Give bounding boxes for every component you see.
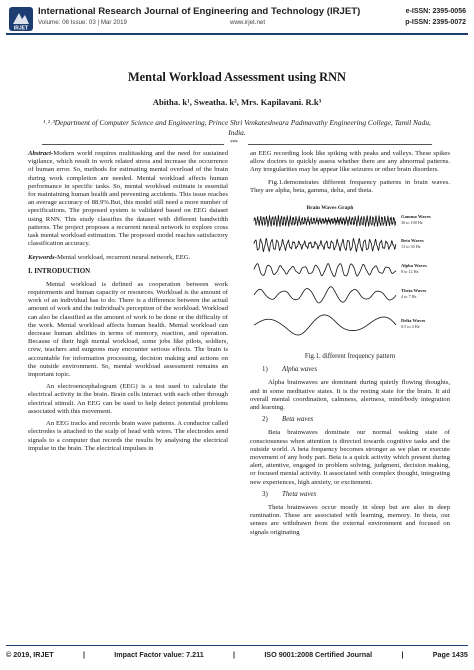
e-issn: e-ISSN: 2395-0056 [405, 8, 466, 15]
beta-paragraph: Beta brainwaves dominate our normal waking state of consciousness when attention is directed towards cognitive tasks and the outside world. A beta frequency becomes stronger as we plan or execute movement of any body part. Beta is a quick activity which present during alert, attentive, engaged in problem solving, judgment, decision making, or focused mental activity. It associated with complex thought, integrating new experiences, high anxiety, or excitement. [250, 429, 450, 486]
brain-waves-graph [250, 199, 450, 349]
subsection-number: 2) [262, 416, 268, 424]
subsection-label: Beta waves [282, 416, 314, 424]
wave-label-desc: 8 to 12 Hz [401, 269, 419, 275]
subsection-number: 1) [262, 366, 268, 374]
wave-label-desc: 30 to 100 Hz [401, 220, 423, 226]
paper-affiliation: ¹˒²˒³Department of Computer Science and Engineering, Prince Shri Venkateshwara Padmavathy Engineering College, Tamil Nadu, India. [43, 118, 431, 137]
journal-title: International Research Journal of Engineering and Technology (IRJET) [38, 6, 361, 17]
keywords-label: Keywords- [28, 254, 57, 262]
subsection-label: Alpha waves [282, 366, 318, 374]
keywords-text: Mental workload, recurrent neural network, EEG. [56, 254, 191, 262]
footer-page-number: Page 1435 [432, 650, 468, 659]
footer-rule [6, 645, 468, 646]
alpha-paragraph: Alpha brainwaves are dominant during quietly flowing thoughts, and in some meditative states. It is the resting state for the brain. It aid overall mental coordination, calmness, alertness, mind/body integration and learning. [250, 379, 450, 412]
intro-paragraph-3: An EEG tracks and records brain wave patterns. A conductor called electrodes is attached to the scalp of head with wires. The electrodes send signals to a computer that records the results by analysing the electrical impulse in the brain. The electrical impulses in [28, 420, 228, 452]
wave-label-desc: 13 to 30 Hz [401, 244, 421, 250]
wave-trace [254, 287, 396, 303]
journal-url[interactable]: www.irjet.net [230, 19, 266, 26]
intro-paragraph-1: Mental workload is defined as cooperation between work requirements and human capacity or resources. Workload is the amount of work of an individual has to do. There is a difference between the actual amount of work and the individual's perception of the workload. Workload can also be classified as the amount of work to be done or the difficulty of the work. Mental workload affects human health. Mental workload can decrease human abilities in terms of memory, reaction, and operation. Because of their high mental workload, some jobs like pilots, soldiers, crew, teachers and surgeons may encounter serious effects. The brain is accountable for information processing, decision making and actions on the outside environment. So, mental workload assessment remains an important topic. [28, 280, 228, 379]
journal-header [0, 0, 474, 40]
separator-stars: *** [230, 140, 238, 146]
footer-divider: | [82, 650, 85, 659]
subsection-beta-heading [262, 416, 450, 424]
wave-label-desc: 0.5 to 4 Hz [401, 324, 420, 330]
left-column [28, 150, 228, 457]
keywords [28, 254, 228, 262]
wave-label-desc: 4 to 7 Hz [401, 294, 417, 300]
subsection-number: 3) [262, 490, 268, 498]
abstract-label: Abstract- [28, 150, 54, 157]
right-column [250, 150, 450, 541]
footer-impact-factor: Impact Factor value: 7.211 [114, 650, 204, 659]
wave-label-name: Theta Waves [401, 288, 427, 294]
section-separator [42, 142, 432, 148]
brain-waves-figure [250, 199, 450, 349]
abstract [28, 150, 228, 248]
irjet-logo [8, 6, 34, 32]
section-heading-introduction: I. INTRODUCTION [28, 266, 91, 275]
figure-intro-paragraph: Fig.1.demonstrates different frequency patterns in brain waves. They are alpha, beta, gamma, delta, and theta. [250, 178, 450, 194]
header-rule [6, 33, 468, 35]
wave-trace [254, 264, 396, 277]
logo-text: IRJET [13, 25, 29, 32]
abstract-text: Modern world requires multitasking and the need for sustained vigilance, which result in work related stress and increase the occurrence of human error. So, methods for estimating mental overload of the brain during work completion are needed. Mental workload affects human performance in specific tasks. So, mental workload estimate is essential for maintaining human health and preventing accidents. This issue reaches an average accuracy of 88.9%.But, this model still need a more number of specifications. The proposed system is validated based on EEG dataset using RNN. This study classifies the dataset with different bandwidth patterns. The project proposes a recurrent neural network to explore cross task mental workload estimation. The proposed model reaches satisfactory classification accuracy. [28, 150, 228, 248]
paper-authors: Abitha. k¹, Sweatha. k², Mrs. Kapilavani. R.k³ [152, 97, 322, 107]
footer-divider: | [401, 650, 404, 659]
journal-volume: Volume: 06 Issue: 03 | Mar 2019 [38, 19, 127, 26]
wave-trace [254, 215, 396, 227]
wave-trace [254, 239, 396, 252]
wave-label-name: Delta Waves [401, 318, 426, 324]
intro-paragraph-2: An electroencephalogram (EEG) is a test used to calculate the electrical activity in the brain. Brain cells interact with each other through electrical stimuli. An EEG can be used to help detect potential problems associated with this movement. [28, 383, 228, 415]
subsection-label: Theta waves [282, 490, 317, 498]
separator-rule-right [248, 144, 432, 145]
paper-title: Mental Workload Assessment using RNN [127, 70, 346, 84]
footer-copyright: © 2019, IRJET [6, 650, 54, 659]
footer-divider: | [233, 650, 236, 659]
figure-caption: Fig.1. different frequency pattern [304, 353, 396, 361]
wave-label-name: Alpha Waves [401, 263, 427, 269]
figure-title: Brain Waves Graph [306, 205, 354, 212]
subsection-alpha-heading [262, 366, 450, 374]
wave-label-name: Beta Waves [401, 238, 424, 244]
wave-trace [254, 315, 396, 335]
theta-paragraph: Theta brainwaves occur mostly in sleep but are also in deep rumination. These are associated with learning, memory. In theta, our senses are withdrawn from the external environment and focused on signals originating [250, 504, 450, 536]
journal-footer [6, 650, 468, 659]
subsection-theta-heading [262, 491, 450, 499]
wave-traces [254, 215, 396, 335]
wave-label-name: Gamma Waves [401, 214, 431, 220]
right-paragraph-0: an EEG recording look like spiking with peaks and valleys. These spikes allow doctors to quickly assess whether there are any abnormal patterns. Any irregularities may be appear like seizures or other brain disorders. [250, 150, 450, 174]
wave-labels [401, 214, 431, 329]
footer-iso: ISO 9001:2008 Certified Journal [264, 650, 373, 659]
separator-rule-left [42, 144, 224, 145]
p-issn: p-ISSN: 2395-0072 [405, 19, 466, 26]
